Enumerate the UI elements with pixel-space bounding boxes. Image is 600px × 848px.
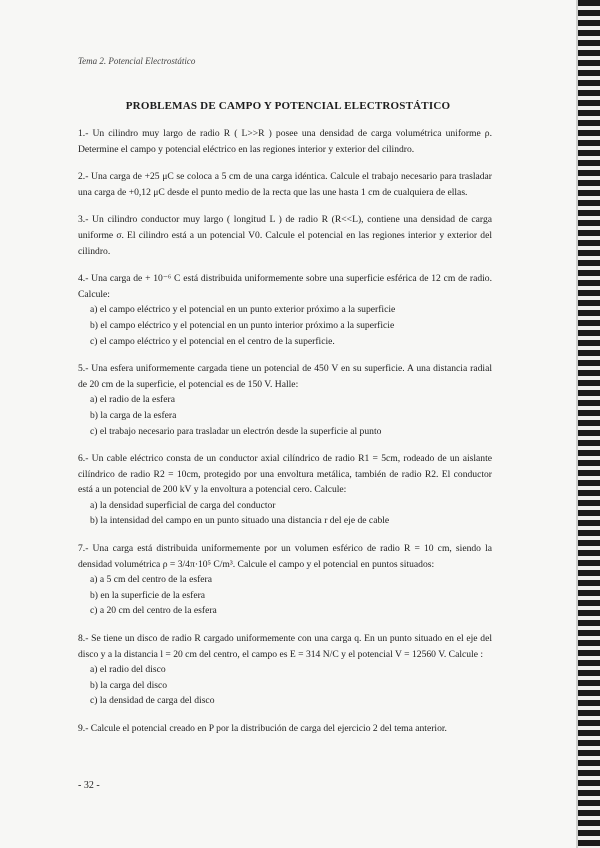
- problem-item: a) a 5 cm del centro de la esfera: [90, 574, 212, 586]
- problem-item: c) el trabajo necesario para trasladar un electrón desde la superficie al punto: [90, 425, 382, 437]
- page-number: - 32 -: [78, 780, 100, 791]
- problem-text: 2.- Una carga de +25 μC se coloca a 5 cm de una carga idéntica. Calcule el trabajo necesario para trasladar una carga de +0,12 μC desde el punto medio de la recta que las une hasta 1 cm de cualquiera de ellas.: [78, 171, 492, 198]
- problem-item: b) en la superficie de la esfera: [90, 589, 206, 601]
- problem-item: c) la densidad de carga del disco: [90, 695, 215, 707]
- spiral-binding: [576, 0, 600, 848]
- problem-text: 9.- Calcule el potencial creado en P por la distribución de carga del ejercicio 2 del tema anterior.: [78, 723, 447, 734]
- problem-text: 4.- Una carga de + 10⁻⁶ C está distribuida uniformemente sobre una superficie esférica de 12 cm de radio. Calcule:: [78, 273, 492, 300]
- problem-item: c) a 20 cm del centro de la esfera: [90, 605, 217, 617]
- problem-item: b) el campo eléctrico y el potencial en un punto interior próximo a la superficie: [90, 319, 395, 331]
- problem-3: [78, 212, 492, 259]
- problem-item: a) la densidad superficial de carga del conductor: [90, 499, 276, 511]
- problem-list: [78, 126, 492, 749]
- problem-item: a) el campo eléctrico y el potencial en un punto exterior próximo a la superficie: [90, 304, 396, 316]
- problem-item: b) la carga del disco: [90, 679, 168, 691]
- problem-items: [78, 302, 492, 349]
- problem-7: [78, 541, 492, 619]
- problem-text: 6.- Un cable eléctrico consta de un conductor axial cilíndrico de radio R1 = 5cm, rodeado de un aislante cilíndrico de radio R2 = 10cm, protegido por una envoltura metálica, también de radio R2. El conductor está a un potencial de 200 kV y la envoltura a potencial cero. Calcule:: [78, 453, 492, 496]
- problem-1: [78, 126, 492, 157]
- problem-4: [78, 271, 492, 349]
- problem-8: [78, 631, 492, 709]
- problem-items: [78, 662, 492, 709]
- problem-text: 8.- Se tiene un disco de radio R cargado uniformemente con una carga q. En un punto situado en el eje del disco y a la distancia l = 20 cm del centro, el campo es E = 314 N/C y el potencial V = 12560 V. Calcule :: [78, 633, 492, 660]
- problem-9: [78, 721, 492, 737]
- problem-text: 5.- Una esfera uniformemente cargada tiene un potencial de 450 V en su superficie. A una distancia radial de 20 cm de la superficie, el potencial es de 150 V. Halle:: [78, 363, 492, 390]
- page-title: PROBLEMAS DE CAMPO Y POTENCIAL ELECTROSTÁTICO: [125, 100, 451, 112]
- problem-item: a) el radio del disco: [90, 664, 166, 676]
- problem-text: 7.- Una carga está distribuida uniformemente por un volumen esférico de radio R = 10 cm, siendo la densidad volumétrica ρ = 3/4π·10⁵ C/m³. Calcule el campo y el potencial en puntos situados:: [78, 543, 492, 570]
- problem-item: a) el radio de la esfera: [90, 394, 175, 406]
- problem-item: b) la intensidad del campo en un punto situado una distancia r del eje de cable: [90, 515, 390, 527]
- running-header: Tema 2. Potencial Electrostático: [78, 56, 196, 66]
- problem-items: [78, 392, 492, 439]
- problem-items: [78, 572, 492, 619]
- problem-text: 3.- Un cilindro conductor muy largo ( longitud L ) de radio R (R<<L), contiene una densidad de carga uniforme σ. El cilindro está a un potencial V0. Calcule el potencial en las regiones interior y exterior del cilindro.: [78, 214, 492, 257]
- problem-item: b) la carga de la esfera: [90, 409, 177, 421]
- problem-6: [78, 451, 492, 529]
- problem-2: [78, 169, 492, 200]
- problem-items: [78, 498, 492, 529]
- problem-5: [78, 361, 492, 439]
- problem-text: 1.- Un cilindro muy largo de radio R ( L>>R ) posee una densidad de carga volumétrica uniforme ρ. Determine el campo y potencial eléctrico en las regiones interior y exterior del cilindro.: [78, 128, 492, 155]
- problem-item: c) el campo eléctrico y el potencial en el centro de la superficie.: [90, 335, 335, 347]
